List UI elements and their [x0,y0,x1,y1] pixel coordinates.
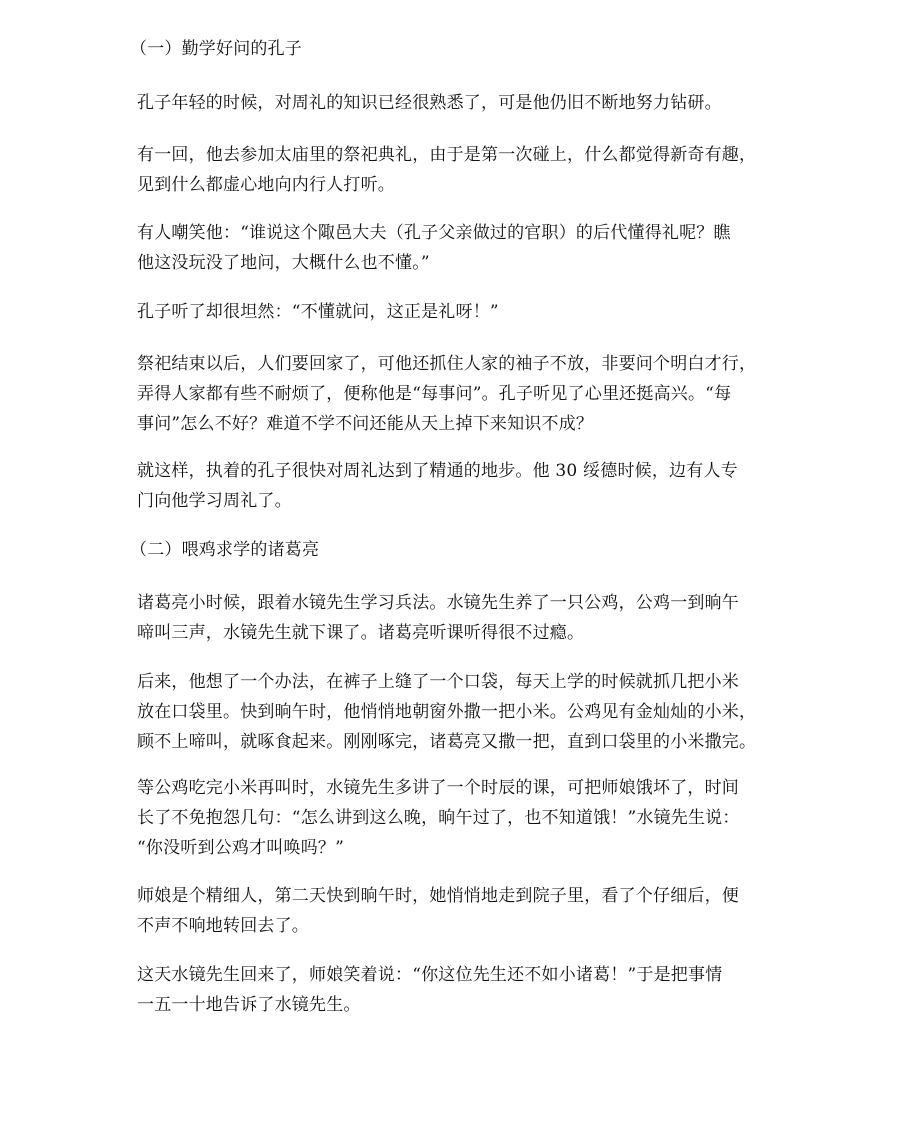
text-line: 后来，他想了一个办法，在裤子上缝了一个口袋，每天上学的时候就抓几把小米 [137,672,739,692]
text-line: 长了不免抱怨几句：“怎么讲到这么晚，晌午过了，也不知道饿！”水镜先生说： [137,808,740,828]
text-line: 孔子听了却很坦然：“不懂就问，这正是礼呀！” [137,302,499,322]
section-2-paragraph-4 [137,881,777,941]
section-2-heading [130,535,770,565]
text-line: 这天水镜先生回来了，师娘笑着说：“你这位先生还不如小诸葛！”于是把事情 [137,965,723,985]
text-line: 师娘是个精细人，第二天快到晌午时，她悄悄地走到院子里，看了个仔细后，便 [137,886,739,906]
text-line: 有一回，他去参加太庙里的祭祀典礼，由于是第一次碰上，什么都觉得新奇有趣， [137,145,757,165]
text-line: 见到什么都虚心地向内行人打听。 [137,175,395,195]
section-1-paragraph-5 [137,349,777,439]
text-line: 弄得人家都有些不耐烦了，便称他是“每事问”。孔子听见了心里还挺高兴。“每 [137,384,732,404]
text-line: 放在口袋里。快到晌午时，他悄悄地朝窗外撒一把小米。公鸡见有金灿灿的小米， [137,702,757,722]
text-line: 孔子年轻的时候，对周礼的知识已经很熟悉了，可是他仍旧不断地努力钻研。 [137,93,722,113]
text-line: 啼叫三声，水镜先生就下课了。诸葛亮听课听得很不过瘾。 [137,623,585,643]
text-line: 顾不上啼叫，就啄食起来。刚刚啄完，诸葛亮又撒一把，直到口袋里的小米撒完。 [137,732,757,752]
text-line: 他这没玩没了地问，大概什么也不懂。” [137,253,430,273]
section-2-paragraph-2 [137,667,777,757]
section-2-paragraph-3 [137,773,777,863]
text-line: 等公鸡吃完小米再叫时，水镜先生多讲了一个时辰的课，可把师娘饿坏了，时间 [137,778,739,798]
text-line: “你没听到公鸡才叫唤吗？” [137,838,344,858]
section-1-paragraph-1 [137,88,777,118]
section-2-paragraph-1 [137,588,777,648]
text-line: 门向他学习周礼了。 [137,491,292,511]
section-1-paragraph-4 [137,297,777,327]
section-2-paragraph-5 [137,960,777,1020]
section-1-heading [130,34,770,64]
text-line: 祭祀结束以后，人们要回家了，可他还抓住人家的袖子不放，非要问个明白才行， [137,354,757,374]
text-line: 有人嘲笑他：“谁说这个陬邑大夫（孔子父亲做过的官职）的后代懂得礼呢？瞧 [137,223,731,243]
text-line: 诸葛亮小时候，跟着水镜先生学习兵法。水镜先生养了一只公鸡，公鸡一到晌午 [137,593,739,613]
section-1-paragraph-6 [137,456,777,516]
text-line: 一五一十地告诉了水镜先生。 [137,995,361,1015]
text-line: 就这样，执着的孔子很快对周礼达到了精通的地步。他 30 绥德时候，边有人专 [137,461,738,481]
heading-text: （二）喂鸡求学的诸葛亮 [130,540,320,560]
heading-text: （一）勤学好问的孔子 [130,39,302,59]
text-line: 事问”怎么不好？难道不学不问还能从天上掉下来知识不成？ [137,414,594,434]
text-line: 不声不响地转回去了。 [137,916,309,936]
section-1-paragraph-2 [137,140,777,200]
section-1-paragraph-3 [137,218,777,278]
